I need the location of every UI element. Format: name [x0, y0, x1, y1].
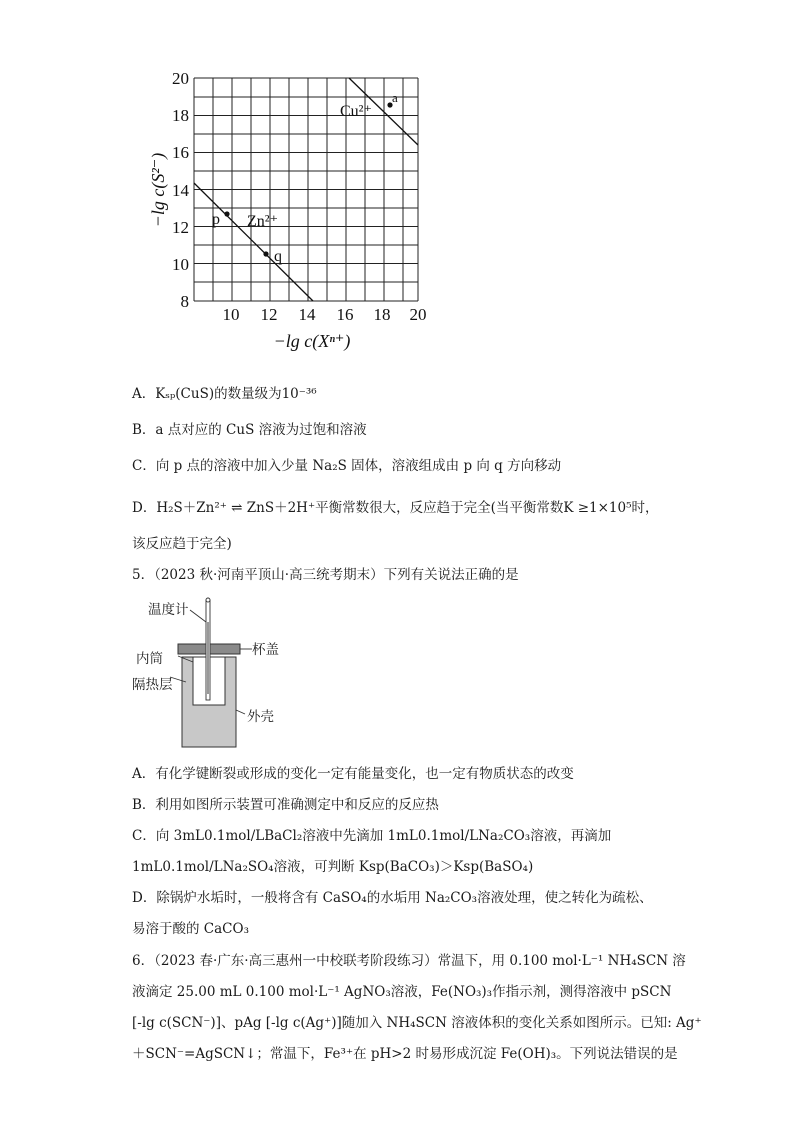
- q6-line-1: 6．（2023 春·广东·高三惠州一中校联考阶段练习）常温下，用 0.100 mol·L⁻¹ NH₄SCN 溶: [132, 953, 686, 969]
- y-tick-label: 14: [172, 181, 189, 200]
- q4-option-a: A．Kₛₚ(CuS)的数量级为10⁻³⁶: [132, 386, 317, 402]
- q5-option-c: C．向 3mL0.1mol/LBaCl₂溶液中先滴加 1mL0.1mol/LNa₂CO₃溶液，再滴加: [132, 828, 612, 844]
- x-tick-label: 12: [260, 305, 278, 324]
- q6-line-2: 液滴定 25.00 mL 0.100 mol·L⁻¹ AgNO₃溶液，Fe(NO₃)₃作指示剂，测得溶液中 pSCN: [132, 984, 672, 1000]
- y-axis-title: −lg c(S²⁻): [148, 152, 168, 228]
- zn-label: Zn²⁺: [247, 213, 279, 230]
- x-tick-label: 10: [222, 305, 240, 324]
- q4-option-d-cont: 该反应趋于完全): [132, 536, 232, 552]
- q4-option-b: B．a 点对应的 CuS 溶液为过饱和溶液: [132, 422, 367, 438]
- point-q-dot: [263, 251, 268, 256]
- label-shell: 外壳: [247, 709, 274, 724]
- q5-option-b: B．利用如图所示装置可准确测定中和反应的反应热: [132, 797, 439, 813]
- x-axis-title: −lg c(Xⁿ⁺): [273, 331, 351, 351]
- y-tick-label: 8: [180, 292, 189, 311]
- point-p-label: p: [212, 211, 220, 228]
- y-tick-label: 16: [172, 143, 189, 162]
- label-insulation: 隔热层: [132, 677, 173, 692]
- q4-option-c: C．向 p 点的溶液中加入少量 Na₂S 固体，溶液组成由 p 向 q 方向移动: [132, 458, 562, 474]
- y-tick-label: 12: [172, 218, 189, 237]
- solubility-graph: [140, 62, 440, 362]
- label-inner: 内筒: [136, 651, 163, 666]
- x-tick-label: 14: [298, 305, 316, 324]
- y-tick-label: 10: [172, 255, 189, 274]
- label-lid: 杯盖: [252, 642, 279, 657]
- q5-option-d: D．除锅炉水垢时，一般将含有 CaSO₄的水垢用 Na₂CO₃溶液处理，使之转化为疏松、: [132, 890, 653, 906]
- q5-option-c-cont: 1mL0.1mol/LNa₂SO₄溶液，可判断 Ksp(BaCO₃)＞Ksp(BaSO₄): [132, 859, 534, 875]
- point-a-label: a: [392, 90, 398, 105]
- point-p-dot: [224, 211, 229, 216]
- q5-option-d-cont: 易溶于酸的 CaCO₃: [132, 921, 249, 937]
- zn-line: [194, 183, 313, 301]
- x-tick-label: 18: [373, 305, 391, 324]
- x-tick-label: 20: [409, 305, 427, 324]
- q6-line-4: ＋SCN⁻=AgSCN↓；常温下，Fe³⁺在 pH>2 时易形成沉淀 Fe(OH)₃。下列说法错误的是: [132, 1046, 678, 1062]
- y-tick-label: 20: [172, 69, 189, 88]
- calorimeter-diagram: [130, 592, 300, 757]
- cu-label: Cu²⁺: [340, 103, 372, 120]
- label-thermometer: 温度计: [148, 602, 189, 617]
- q6-line-3: [-lg c(SCN⁻)]、pAg [-lg c(Ag⁺)]随加入 NH₄SCN 溶液体积的变化关系如图所示。已知: Ag⁺: [132, 1015, 702, 1031]
- point-q-label: q: [274, 248, 282, 265]
- q5-option-a: A．有化学键断裂或形成的变化一定有能量变化，也一定有物质状态的改变: [132, 766, 574, 782]
- q5-stem: 5．（2023 秋·河南平顶山·高三统考期末）下列有关说法正确的是: [132, 567, 519, 583]
- q4-option-d: D．H₂S＋Zn²⁺ ⇌ ZnS＋2H⁺平衡常数很大，反应趋于完全(当平衡常数K ≥1×10⁵时，: [132, 500, 659, 516]
- y-tick-label: 18: [172, 106, 189, 125]
- x-tick-label: 16: [336, 305, 354, 324]
